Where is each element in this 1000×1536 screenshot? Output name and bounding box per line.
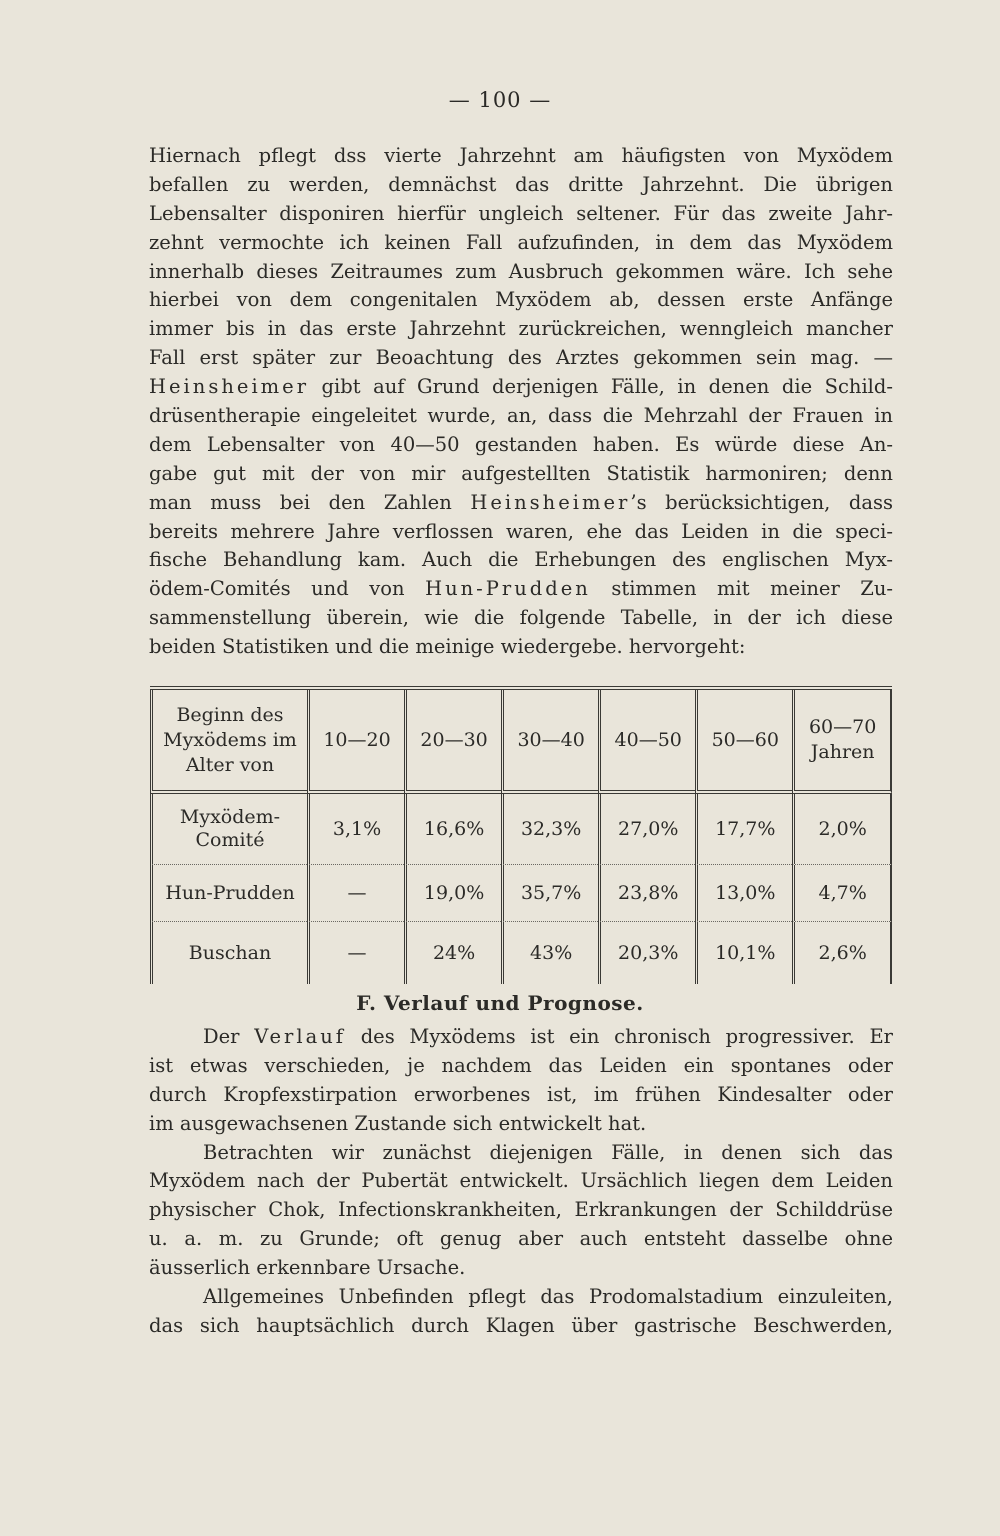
emphasized-word: Verlauf	[254, 1025, 346, 1048]
table-cell: 2,0%	[792, 794, 892, 865]
text-line: zehnt vermochte ich keinen Fall aufzufinden, in dem das Myxödem	[149, 230, 893, 254]
row-label: Buschan	[150, 922, 307, 984]
text-line: das sich hauptsächlich durch Klagen über gastrische Beschwerden,	[149, 1313, 893, 1337]
text-line: ist etwas verschieden, je nachdem das Leiden ein spontanes oder	[149, 1053, 893, 1077]
intro-paragraph	[149, 142, 893, 662]
text-line: immer bis in das erste Jahrzehnt zurückreichen, wenngleich mancher	[149, 317, 893, 341]
table-cell: 35,7%	[501, 865, 598, 922]
text-fragment: man muss bei den Zahlen	[149, 490, 471, 514]
text-line: befallen zu werden, demnächst das dritte Jahrzehnt. Die übrigen	[149, 172, 893, 196]
column-header: 50—60	[695, 690, 792, 794]
text-line: Allgemeines Unbefinden pflegt das Prodomalstadium einzuleiten,	[203, 1285, 893, 1309]
table-cell: 23,8%	[598, 865, 695, 922]
table-cell: 20,3%	[598, 922, 695, 984]
table-cell: 3,1%	[307, 794, 404, 865]
text-line: fische Behandlung kam. Auch die Erhebungen des englischen Myx-	[149, 548, 893, 572]
verlauf-section	[149, 1023, 893, 1341]
text-fragment: gibt auf Grund derjenigen Fälle, in denen die Schild-	[309, 375, 893, 399]
text-fragment: stimmen mit meiner Zu-	[590, 577, 893, 601]
text-line: Myxödem nach der Pubertät entwickelt. Ursächlich liegen dem Leiden	[149, 1169, 893, 1193]
table-cell: 27,0%	[598, 794, 695, 865]
table-cell: —	[307, 865, 404, 922]
table-cell: 4,7%	[792, 865, 892, 922]
text-line: Betrachten wir zunächst diejenigen Fälle, in denen sich das	[203, 1140, 893, 1164]
table-row	[150, 922, 892, 984]
column-header-line: 60—70	[808, 716, 877, 738]
table-cell: 2,6%	[792, 922, 892, 984]
row-label	[150, 794, 307, 865]
table-row	[150, 794, 892, 865]
text-line: physischer Chok, Infectionskrankheiten, Erkrankungen der Schilddrüse	[149, 1198, 893, 1222]
column-header	[792, 690, 892, 794]
column-header: 20—30	[404, 690, 501, 794]
text-line: Lebensalter disponiren hierfür ungleich seltener. Für das zweite Jahr-	[149, 201, 893, 225]
text-line: beiden Statistiken und die meinige wiedergebe. hervorgeht:	[149, 635, 746, 659]
text-fragment: des Myxödems ist ein chronisch progressiver. Er	[346, 1025, 894, 1048]
text-line: Hiernach pflegt dss vierte Jahrzehnt am häufigsten von Myxödem	[149, 144, 893, 167]
table-cell: 24%	[404, 922, 501, 984]
text-line	[149, 1023, 893, 1052]
table-cell: —	[307, 922, 404, 984]
header-label-line: Alter von	[185, 753, 275, 776]
text-line	[149, 489, 893, 518]
table-cell: 13,0%	[695, 865, 792, 922]
header-label-line: Beginn des	[176, 703, 284, 726]
author-name: Hun-Prudden	[425, 577, 591, 601]
text-line: äusserlich erkennbare Ursache.	[149, 1256, 466, 1280]
table-cell: 32,3%	[501, 794, 598, 865]
author-name: Heinsheimer	[149, 375, 310, 399]
age-statistics-table	[150, 686, 892, 984]
column-header: 10—20	[307, 690, 404, 794]
text-line	[149, 373, 893, 402]
section-title: F. Verlauf und Prognose.	[356, 991, 644, 1015]
text-fragment: Der	[203, 1025, 255, 1048]
header-label-line: Myxödems im	[163, 728, 297, 751]
text-line: bereits mehrere Jahre verflossen waren, ehe das Leiden in die speci-	[149, 519, 893, 543]
row-label-line: Myxödem-	[179, 806, 281, 828]
text-line: durch Kropfexstirpation erworbenes ist, im frühen Kindesalter oder	[149, 1082, 893, 1106]
table-cell: 10,1%	[695, 922, 792, 984]
text-line	[149, 575, 893, 604]
text-line: u. a. m. zu Grunde; oft genug aber auch entsteht dasselbe ohne	[149, 1227, 893, 1251]
author-name: Heinsheimer	[470, 490, 631, 514]
column-header: 40—50	[598, 690, 695, 794]
table-cell: 43%	[501, 922, 598, 984]
page-number: — 100 —	[448, 88, 552, 112]
header-label-cell	[150, 690, 307, 794]
row-label-line: Comité	[195, 829, 265, 851]
text-fragment: ödem-Comités und von	[149, 577, 426, 601]
column-header-line: Jahren	[810, 741, 875, 763]
text-line: drüsentherapie eingeleitet wurde, an, dass die Mehrzahl der Frauen in	[149, 404, 893, 428]
text-line: sammenstellung überein, wie die folgende Tabelle, in der ich diese	[149, 606, 893, 630]
text-line: gabe gut mit der von mir aufgestellten Statistik harmoniren; denn	[149, 461, 893, 485]
text-line: innerhalb dieses Zeitraumes zum Ausbruch gekommen wäre. Ich sehe	[149, 259, 893, 283]
table-cell: 19,0%	[404, 865, 501, 922]
table-row	[150, 865, 892, 922]
column-header: 30—40	[501, 690, 598, 794]
text-line: Fall erst später zur Beoachtung des Arztes gekommen sein mag. —	[149, 346, 893, 370]
text-line: hierbei von dem congenitalen Myxödem ab, dessen erste Anfänge	[149, 288, 893, 312]
table-header-row	[150, 690, 892, 794]
table-cell: 16,6%	[404, 794, 501, 865]
text-line: im ausgewachsenen Zustande sich entwickelt hat.	[149, 1111, 647, 1135]
text-fragment: ’s berücksichtigen, dass	[630, 490, 893, 514]
table-cell: 17,7%	[695, 794, 792, 865]
text-line: dem Lebensalter von 40—50 gestanden haben. Es würde diese An-	[149, 432, 893, 456]
row-label: Hun-Prudden	[150, 865, 307, 922]
